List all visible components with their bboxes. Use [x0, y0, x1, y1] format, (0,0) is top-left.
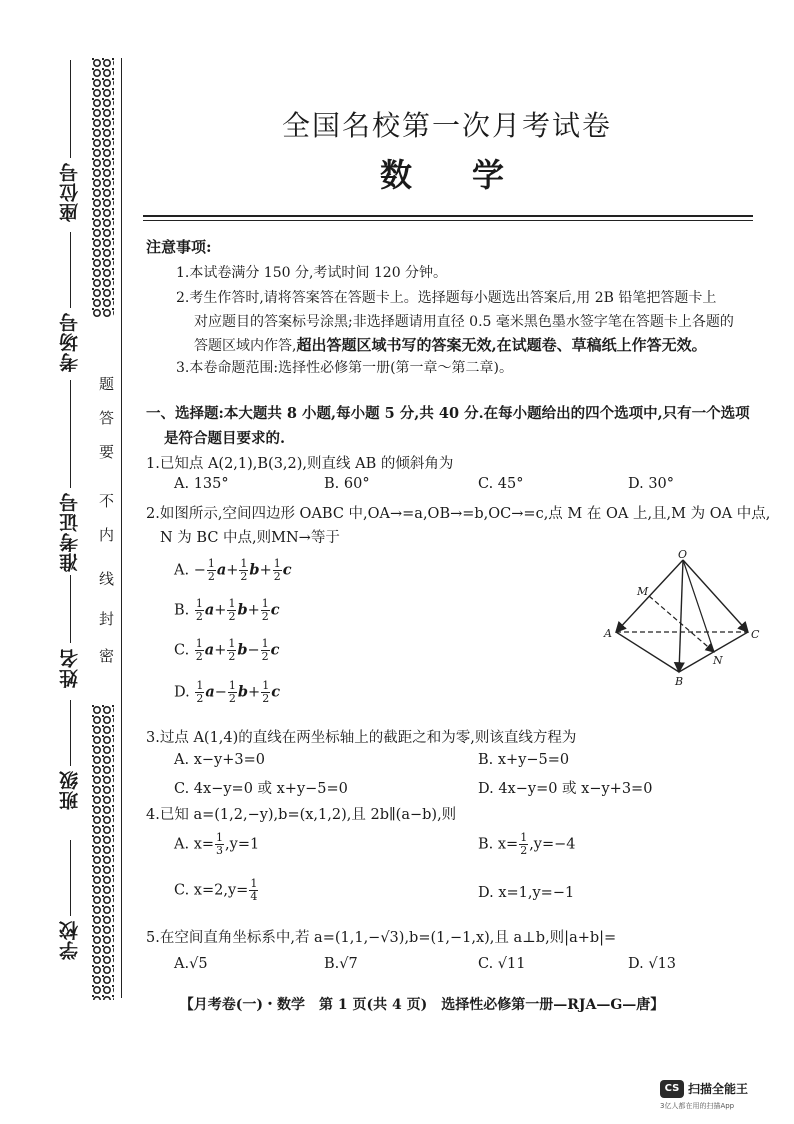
school-label: 学校 — [59, 920, 81, 960]
sign: + — [214, 642, 227, 659]
frac-num: 1 — [207, 557, 215, 570]
q4-a-post: ,y=1 — [225, 836, 260, 853]
q1-stem: 1.已知点 A(2,1),B(3,2),则直线 AB 的倾斜角为 — [146, 456, 454, 472]
vector-symbol: c — [270, 641, 280, 659]
q1-option-b: B. 60° — [324, 476, 370, 492]
seal-char: 题 — [99, 375, 115, 393]
watermark-subtitle: 3亿人都在用的扫描App — [660, 1102, 735, 1110]
frac-den: 3 — [216, 844, 224, 857]
section-heading: 一、选择题:本大题共 8 小题,每小题 5 分,共 40 分.在每小题给出的四个选项中,只有一个选项 — [146, 405, 750, 422]
q4-option-d: D. x=1,y=−1 — [478, 885, 575, 901]
class-label: 班级 — [59, 770, 81, 810]
option-letter: D. — [174, 684, 190, 701]
frac-den: 2 — [228, 610, 236, 623]
frac-den: 2 — [261, 610, 269, 623]
q4-a-pre: A. x= — [174, 836, 215, 853]
half-fraction — [195, 598, 204, 623]
vector-symbol: a — [204, 601, 215, 619]
vector-symbol: a — [204, 641, 215, 659]
q1-option-a: A. 135° — [174, 476, 229, 492]
seal-char: 密 — [99, 647, 115, 665]
scanner-watermark — [660, 1080, 780, 1114]
frac-den: 2 — [262, 692, 270, 705]
sign: + — [259, 562, 272, 579]
q1-option-d: D. 30° — [628, 476, 675, 492]
vector-symbol: b — [237, 683, 249, 701]
frac-den: 2 — [195, 610, 203, 623]
exam-room-blank — [70, 232, 71, 308]
half-fraction — [273, 558, 282, 583]
frac-num: 1 — [262, 679, 270, 692]
q3-stem: 3.过点 A(1,4)的直线在两坐标轴上的截距之和为零,则该直线方程为 — [146, 730, 577, 746]
q3-option-b: B. x+y−5=0 — [478, 752, 570, 768]
admission-number-blank — [70, 380, 71, 488]
q4-c-frac — [249, 878, 258, 903]
name-label: 姓名 — [59, 648, 81, 688]
sign: − — [247, 642, 260, 659]
half-fraction — [195, 638, 204, 663]
label-m: M — [637, 585, 649, 598]
seal-char: 答 — [99, 409, 115, 427]
frac-num: 1 — [228, 679, 236, 692]
sign: − — [214, 684, 227, 701]
class-blank — [70, 700, 71, 766]
q2-option-b — [174, 598, 280, 623]
frac-den: 2 — [196, 692, 204, 705]
seal-char: 要 — [99, 443, 115, 461]
q5-option-b: B.√7 — [324, 956, 358, 972]
seal-char: 不 — [99, 492, 115, 510]
q2-stem-cont: N 为 BC 中点,则MN→等于 — [160, 530, 340, 546]
frac-num: 1 — [195, 637, 203, 650]
exam-room-label: 考场号 — [59, 312, 81, 372]
frac-den: 2 — [207, 570, 215, 583]
sign: + — [248, 684, 261, 701]
half-fraction — [239, 558, 248, 583]
vector-symbol: b — [249, 561, 260, 579]
frac-den: 4 — [250, 890, 258, 903]
margin-border-line — [121, 58, 122, 998]
header-rule-thin — [143, 220, 753, 221]
watermark-name: 扫描全能王 — [688, 1082, 749, 1096]
q4-stem: 4.已知 a=(1,2,−y),b=(x,1,2),且 2b∥(a−b),则 — [146, 807, 457, 823]
seal-char: 内 — [99, 526, 115, 544]
q3-option-a: A. x−y+3=0 — [174, 752, 265, 768]
label-a: A — [604, 627, 612, 640]
q3-option-c: C. 4x−y=0 或 x+y−5=0 — [174, 781, 348, 797]
frac-den: 2 — [240, 570, 248, 583]
option-letter: B. — [174, 602, 190, 619]
q4-c-pre: C. x=2,y= — [174, 882, 249, 899]
notice-item: 1.本试卷满分 150 分,考试时间 120 分钟。 — [176, 265, 448, 281]
page-footer: 【月考卷(一)・数学 第 1 页(共 4 页) 选择性必修第一册—RJA—G—唐】 — [179, 997, 665, 1013]
subject-title: 数学 — [379, 156, 564, 194]
q5-stem: 5.在空间直角坐标系中,若 a=(1,1,−√3),b=(1,−1,x),且 a⊥b,则|a+b|= — [146, 930, 617, 946]
q2-stem: 2.如图所示,空间四边形 OABC 中,OA→=a,OB→=b,OC→=c,点 M 在 OA 上,且,M 为 OA 中点, — [146, 506, 771, 522]
frac-num: 1 — [520, 831, 528, 844]
q5-option-d: D. √13 — [628, 956, 677, 972]
vector-symbol: c — [270, 601, 280, 619]
vector-symbol: a — [205, 683, 215, 701]
q4-option-b — [478, 832, 576, 857]
vector-symbol: c — [271, 683, 281, 701]
frac-num: 1 — [261, 597, 269, 610]
section-heading-cont: 是符合题目要求的. — [164, 430, 286, 447]
label-c: C — [751, 628, 760, 641]
frac-num: 1 — [240, 557, 248, 570]
q1-option-c: C. 45° — [478, 476, 524, 492]
frac-num: 1 — [250, 877, 258, 890]
label-n: N — [713, 654, 723, 667]
frac-num: 1 — [228, 597, 236, 610]
half-fraction — [207, 558, 216, 583]
seat-number-label: 座位号 — [59, 162, 81, 222]
school-blank — [70, 840, 71, 916]
half-fraction — [227, 598, 236, 623]
q4-b-frac — [519, 832, 528, 857]
sign: − — [193, 562, 206, 579]
sign: + — [247, 602, 260, 619]
notice-emphasis: 超出答题区域书写的答案无效,在试题卷、草稿纸上作答无效。 — [296, 336, 707, 354]
seal-char: 封 — [99, 610, 115, 628]
vector-symbol: c — [282, 561, 292, 579]
label-b: B — [675, 675, 684, 688]
notice-item: 3.本卷命题范围:选择性必修第一册(第一章～第二章)。 — [176, 360, 513, 376]
notice-item: 2.考生作答时,请将答案答在答题卡上。选择题每小题选出答案后,用 2B 铅笔把答题卡上 — [176, 290, 717, 306]
half-fraction — [261, 680, 270, 705]
option-letter: A. — [174, 562, 190, 579]
half-fraction — [227, 638, 236, 663]
tetrahedron-figure — [596, 545, 766, 695]
frac-den: 2 — [228, 692, 236, 705]
q2-option-d — [174, 680, 280, 705]
half-fraction — [195, 680, 204, 705]
half-fraction — [228, 680, 237, 705]
q2-option-a — [174, 558, 292, 583]
notice-heading: 注意事项: — [146, 238, 212, 256]
frac-den: 2 — [228, 650, 236, 663]
margin-pattern-bottom — [92, 705, 114, 1000]
frac-den: 2 — [261, 650, 269, 663]
frac-den: 2 — [195, 650, 203, 663]
notice-text: 答题区域内作答, — [194, 338, 297, 354]
q4-b-pre: B. x= — [478, 836, 519, 853]
q4-a-frac — [215, 832, 224, 857]
sign: + — [226, 562, 239, 579]
frac-num: 1 — [216, 831, 224, 844]
q4-b-post: ,y=−4 — [529, 836, 576, 853]
q4-option-a — [174, 832, 259, 857]
q5-option-a: A.√5 — [174, 956, 208, 972]
half-fraction — [261, 598, 270, 623]
vector-symbol: a — [216, 561, 227, 579]
vector-symbol: b — [237, 641, 248, 659]
frac-den: 2 — [520, 844, 528, 857]
admission-number-label: 准考证号 — [59, 492, 81, 572]
frac-num: 1 — [228, 637, 236, 650]
vector-symbol: b — [237, 601, 248, 619]
q3-option-d: D. 4x−y=0 或 x−y+3=0 — [478, 781, 653, 797]
half-fraction — [261, 638, 270, 663]
notice-item: 对应题目的答案标号涂黑;非选择题请用直径 0.5 毫米黑色墨水签字笔在答题卡上各题的 — [194, 314, 734, 330]
exam-title: 全国名校第一次月考试卷 — [281, 109, 612, 142]
seal-char: 线 — [99, 570, 115, 588]
frac-num: 1 — [261, 637, 269, 650]
label-o: O — [678, 548, 688, 561]
sign: + — [214, 602, 227, 619]
frac-num: 1 — [195, 597, 203, 610]
frac-den: 2 — [273, 570, 281, 583]
name-blank — [70, 575, 71, 643]
frac-num: 1 — [273, 557, 281, 570]
notice-item — [194, 334, 707, 355]
option-letter: C. — [174, 642, 190, 659]
camscanner-logo-icon: CS — [660, 1080, 684, 1098]
q4-option-c — [174, 878, 259, 903]
q5-option-c: C. √11 — [478, 956, 526, 972]
frac-num: 1 — [196, 679, 204, 692]
header-rule — [143, 215, 753, 217]
q2-option-c — [174, 638, 280, 663]
